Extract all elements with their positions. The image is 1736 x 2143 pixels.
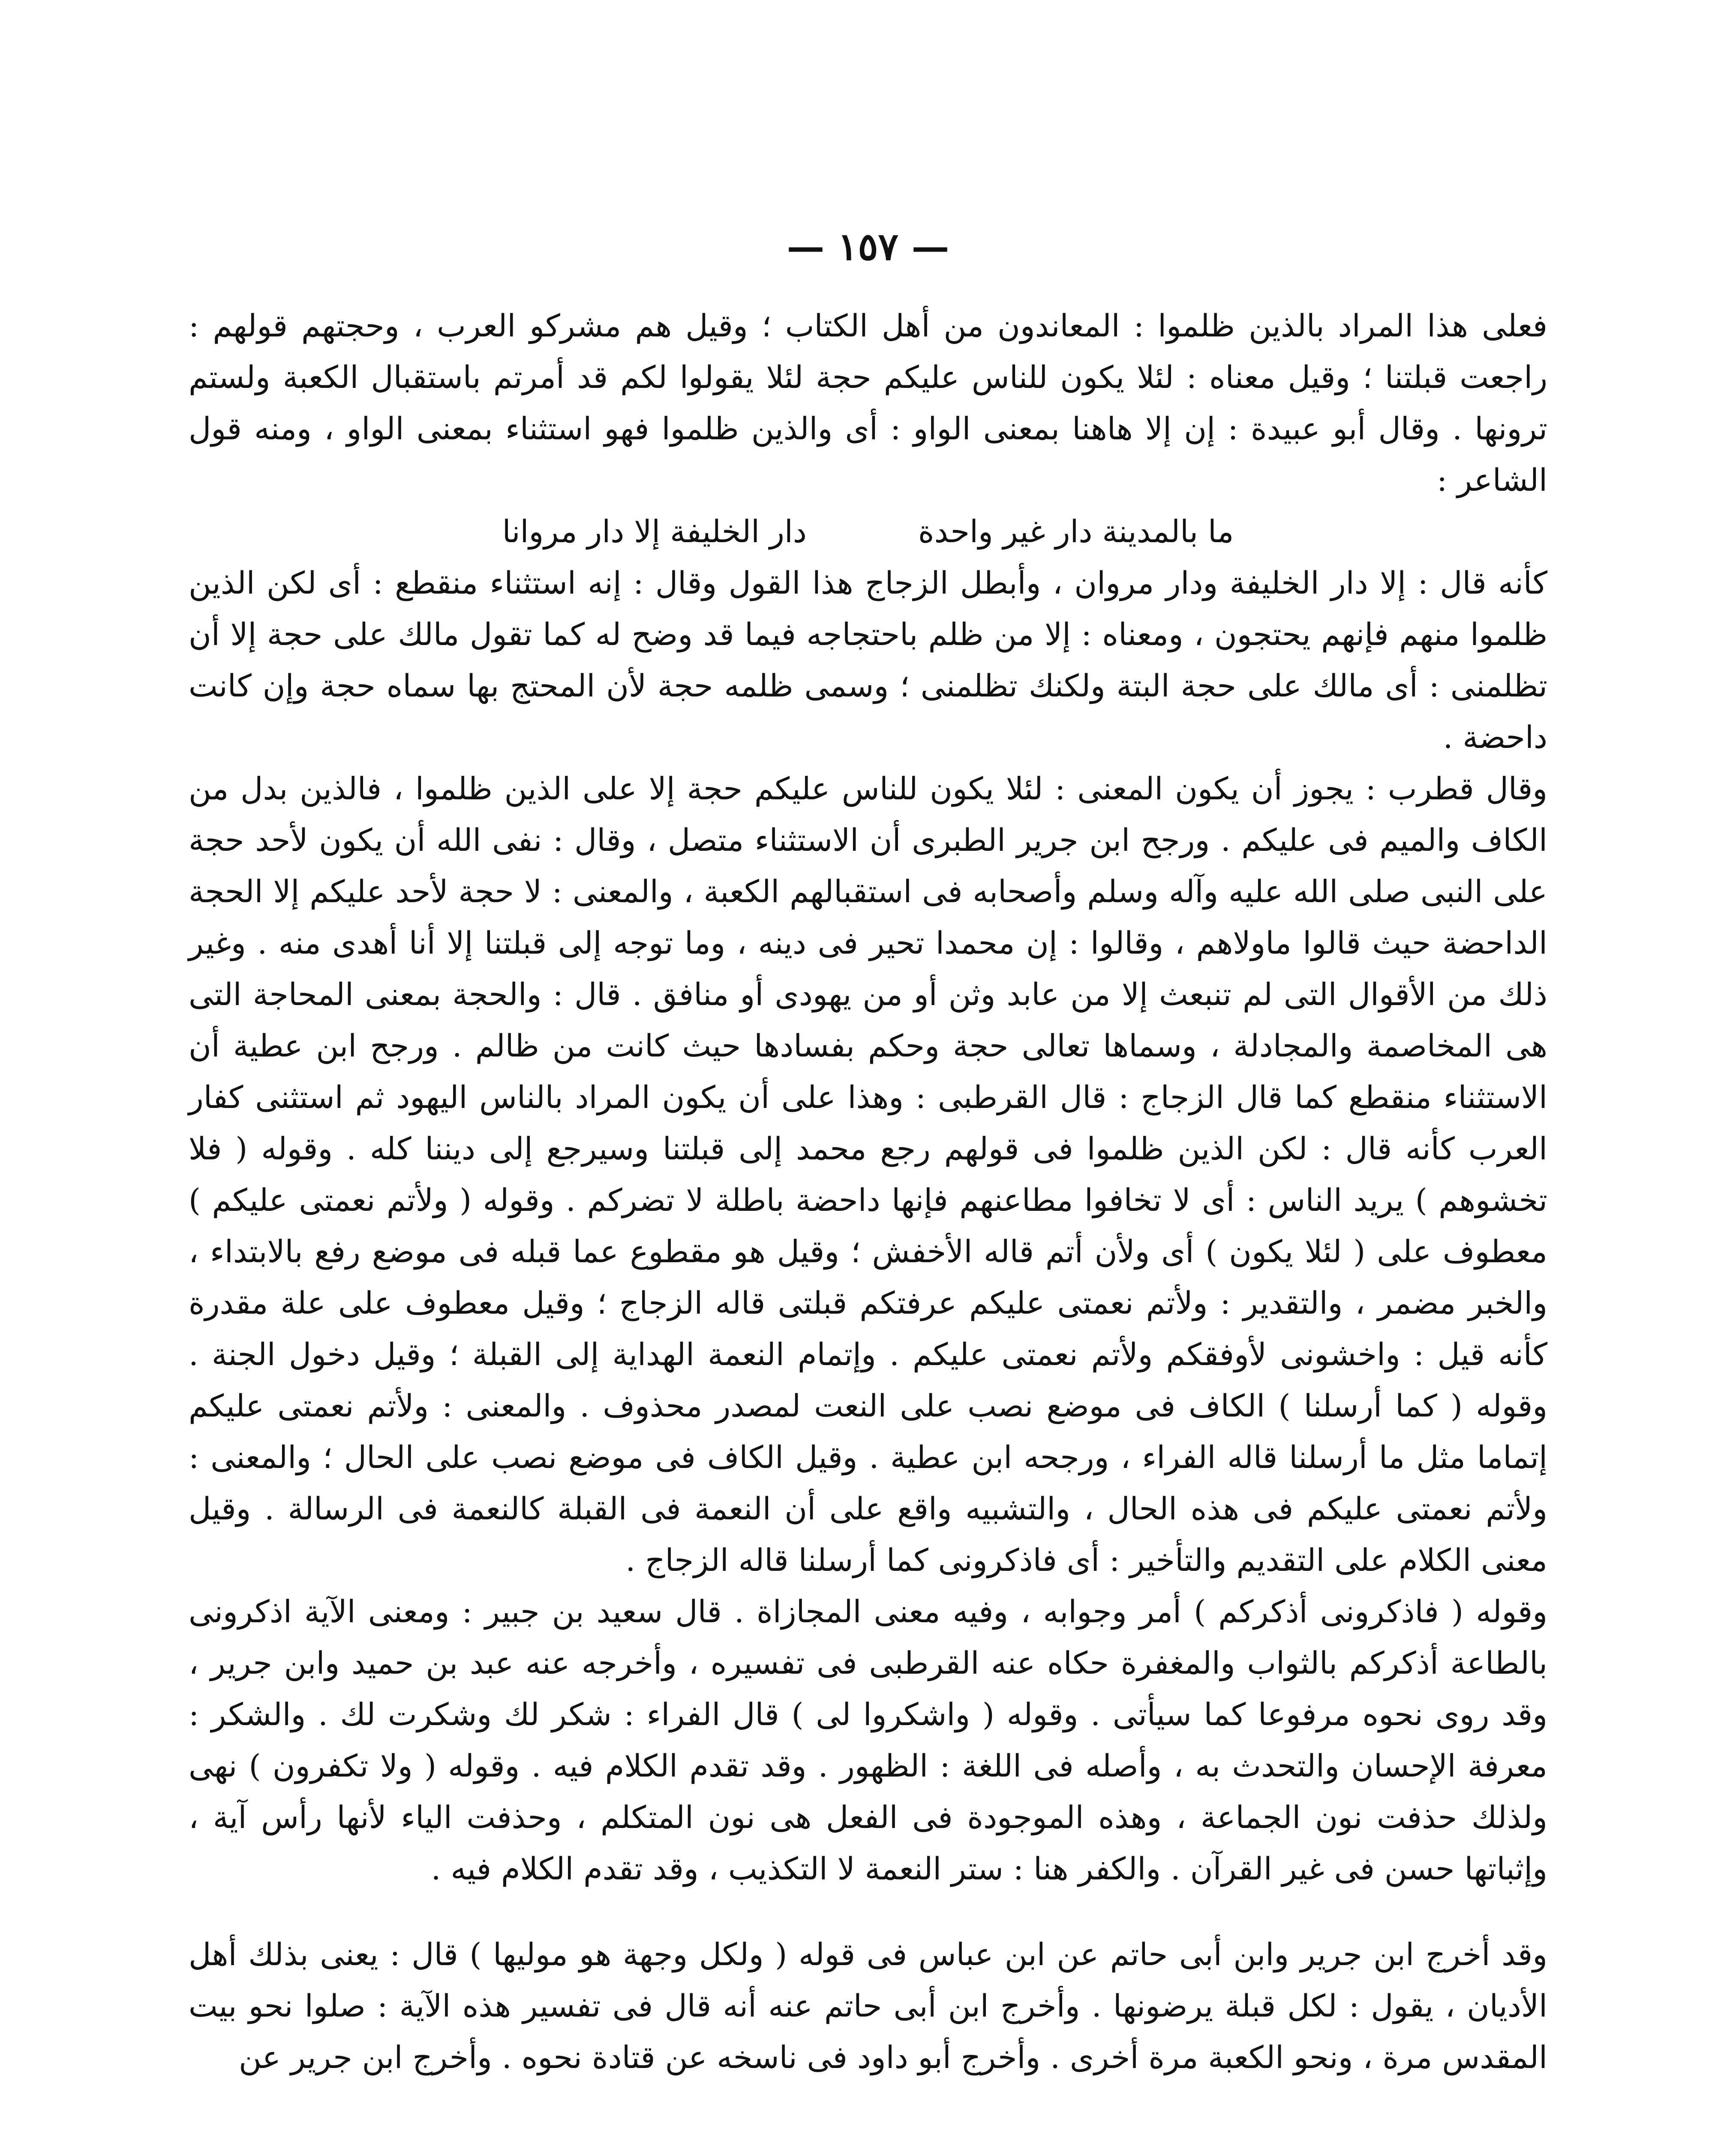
paragraph-1: فعلى هذا المراد بالذين ظلموا : المعاندون من أهل الكتاب ؛ وقيل هم مشركو العرب ، وحجتهم قولهم : راجعت قبلتنا ؛ وقيل معناه : لئلا يكون للناس عليكم حجة لئلا يقولوا لكم قد أمرتم باستقبال الكعبة ولستم ترونها . وقال أبو عبيدة : إن إلا هاهنا بمعنى الواو : أى والذين ظلموا فهو استثناء بمعنى الواو ، ومنه قول الشاعر :: [189, 308, 1548, 498]
poetry-verse: [189, 506, 1547, 557]
body-text: [189, 300, 1547, 2083]
section-gap: [189, 1894, 1547, 1929]
paragraph-4: وقوله ( فاذكرونى أذكركم ) أمر وجوابه ، وفيه معنى المجازاة . قال سعيد بن جبير : ومعنى الآية اذكرونى بالطاعة أذكركم بالثواب والمغفرة حكاه عنه القرطبى فى تفسيره ، وأخرجه عنه عبد بن حميد وابن جرير ، وقد روى نحوه مرفوعا كما سيأتى . وقوله ( واشكروا لى ) قال الفراء : شكر لك وشكرت لك . والشكر : معرفة الإحسان والتحدث به ، وأصله فى اللغة : الظهور . وقد تقدم الكلام فيه . وقوله ( ولا تكفرون ) نهى ولذلك حذفت نون الجماعة ، وهذه الموجودة فى الفعل هى نون المتكلم ، وحذفت الياء لأنها رأس آية ، وإثباتها حسن فى غير القرآن . والكفر هنا : ستر النعمة لا التكذيب ، وقد تقدم الكلام فيه .: [189, 1594, 1548, 1887]
paragraph-5: وقد أخرج ابن جرير وابن أبى حاتم عن ابن عباس فى قوله ( ولكل وجهة هو موليها ) قال : يعنى بذلك أهل الأديان ، يقول : لكل قبلة يرضونها . وأخرج ابن أبى حاتم عنه أنه قال فى تفسير هذه الآية : صلوا نحو بيت المقدس مرة ، ونحو الكعبة مرة أخرى . وأخرج أبو داود فى ناسخه عن قتادة نحوه . وأخرج ابن جرير عن: [189, 1936, 1547, 2075]
verse-first-hemistich: ما بالمدينة دار غير واحدة: [918, 513, 1234, 549]
paragraph-3: وقال قطرب : يجوز أن يكون المعنى : لئلا يكون للناس عليكم حجة إلا على الذين ظلموا ، فالذين بدل من الكاف والميم فى عليكم . ورجح ابن جرير الطبرى أن الاستثناء متصل ، وقال : نفى الله أن يكون لأحد حجة على النبى صلى الله عليه وآله وسلم وأصحابه فى استقبالهم الكعبة ، والمعنى : لا حجة لأحد عليكم إلا الحجة الداحضة حيث قالوا ماولاهم ، وقالوا : إن محمدا تحير فى دينه ، وما توجه إلى قبلتنا إلا أنا أهدى منه . وغير ذلك من الأقوال التى لم تنبعث إلا من عابد وثن أو من يهودى أو منافق . قال : والحجة بمعنى المحاجة التى هى المخاصمة والمجادلة ، وسماها تعالى حجة وحكم بفسادها حيث كانت من ظالم . ورجح ابن عطية أن الاستثناء منقطع كما قال الزجاج : قال القرطبى : وهذا على أن يكون المراد بالناس اليهود ثم استثنى كفار العرب كأنه قال : لكن الذين ظلموا فى قولهم رجع محمد إلى قبلتنا وسيرجع إلى ديننا كله . وقوله ( فلا تخشوهم ) يريد الناس : أى لا تخافوا مطاعنهم فإنها داحضة باطلة لا تضركم . وقوله ( ولأتم نعمتى عليكم ) معطوف على ( لئلا يكون ) أى ولأن أتم قاله الأخفش ؛ وقيل هو مقطوع عما قبله فى موضع رفع بالابتداء ، والخبر مضمر ، والتقدير : ولأتم نعمتى عليكم عرفتكم قبلتى قاله الزجاج ؛ وقيل معطوف على علة مقدرة كأنه قيل : واخشونى لأوفقكم ولأتم نعمتى عليكم . وإتمام النعمة الهداية إلى القبلة ؛ وقيل دخول الجنة . وقوله ( كما أرسلنا ) الكاف فى موضع نصب على النعت لمصدر محذوف . والمعنى : ولأتم نعمتى عليكم إتماما مثل ما أرسلنا قاله الفراء ، ورجحه ابن عطية . وقيل الكاف فى موضع نصب على الحال ؛ والمعنى : ولأتم نعمتى عليكم فى هذه الحال ، والتشبيه واقع على أن النعمة فى القبلة كالنعمة فى الرسالة . وقيل معنى الكلام على التقديم والتأخير : أى فاذكرونى كما أرسلنا قاله الزجاج .: [189, 771, 1548, 1578]
page-number: — ١٥٧ —: [787, 224, 949, 269]
verse-second-hemistich: دار الخليفة إلا دار مروانا: [502, 513, 807, 549]
paragraph-2: كأنه قال : إلا دار الخليفة ودار مروان ، وأبطل الزجاج هذا القول وقال : إنه استثناء منقطع : أى لكن الذين ظلموا منهم فإنهم يحتجون ، ومعناه : إلا من ظلم باحتجاجه فيما قد وضح له كما تقول مالك على حجة إلا أن تظلمنى : أى مالك على حجة البتة ولكنك تظلمنى ؛ وسمى ظلمه حجة لأن المحتج بها سماه حجة وإن كانت داحضة .: [189, 565, 1548, 755]
